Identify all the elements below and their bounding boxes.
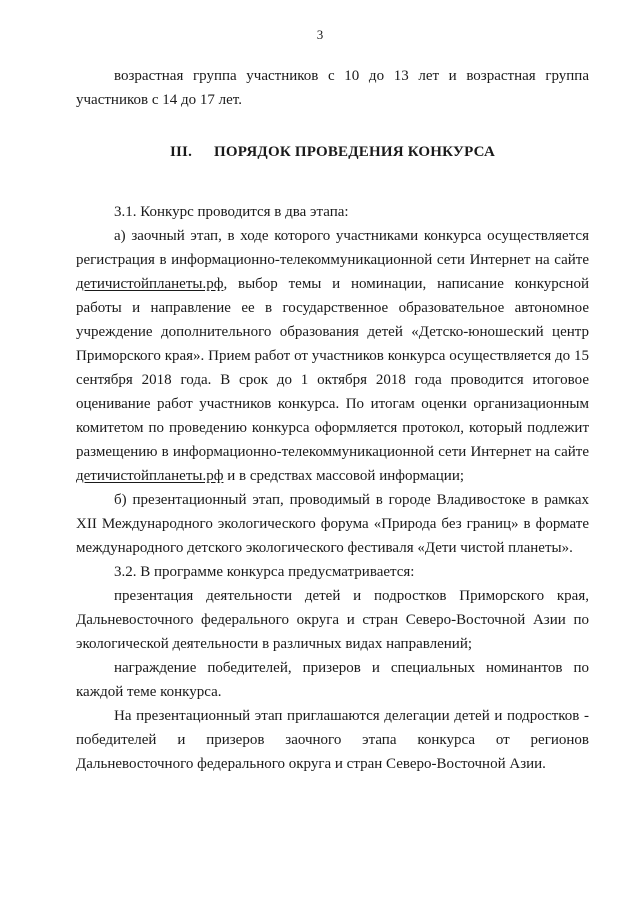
section-body [76, 200, 589, 776]
page-number: 3 [316, 27, 324, 42]
clause-3-1-a [76, 224, 589, 488]
section-heading-number: III. [169, 144, 193, 160]
website-link[interactable]: детичистойпланеты.рф [76, 276, 224, 292]
section-heading-title: ПОРЯДОК ПРОВЕДЕНИЯ КОНКУРСА [214, 144, 495, 160]
clause-3-1-a-text-2: , выбор темы и номинации, написание конкурсной работы и направление ее в государственное образовательное автономное учреждение дополнительного образования детей «Детско-юношеский центр Приморского края». Прием работ от участников конкурса осуществляется до 15 сентября 2018 года. В срок до 1 октября 2018 года проводится итоговое оценивание работ участников конкурса. По итогам оценки организационным комитетом по проведению конкурса оформляется протокол, который подлежит размещению в информационно-телекоммуникационной сети Интернет на сайте [76, 276, 589, 460]
website-link[interactable]: детичистойпланеты.рф [76, 468, 224, 484]
continued-paragraph [76, 64, 589, 112]
paragraph-delegations: На презентационный этап приглашаются делегации детей и подростков - победителей и призеров заочного этапа конкурса от регионов Дальневосточного федерального округа и стран Северо-Восточной Азии. [76, 708, 589, 772]
paragraph-age-groups: возрастная группа участников с 10 до 13 лет и возрастная группа участников с 14 до 17 лет. [76, 68, 589, 108]
section-heading [76, 140, 589, 164]
clause-3-2: 3.2. В программе конкурса предусматривается: [114, 564, 415, 580]
clause-3-2-item-presentation: презентация деятельности детей и подростков Приморского края, Дальневосточного федерального округа и стран Северо-Восточной Азии по экологической деятельности в различных видах направлений; [76, 588, 589, 652]
clause-3-2-item-awards: награждение победителей, призеров и специальных номинантов по каждой теме конкурса. [76, 660, 589, 700]
clause-3-1-a-text-3: и в средствах массовой информации; [223, 468, 465, 484]
clause-3-1: 3.1. Конкурс проводится в два этапа: [114, 204, 349, 220]
section-heading-text [76, 140, 589, 164]
clause-3-1-b: б) презентационный этап, проводимый в городе Владивостоке в рамках XII Международного экологического форума «Природа без границ» в формате международного детского экологического фестиваля «Дети чистой планеты». [76, 492, 589, 556]
clause-3-1-a-text-1: а) заочный этап, в ходе которого участниками конкурса осуществляется регистрация в информационно-телекоммуникационной сети Интернет на сайте [76, 228, 589, 268]
